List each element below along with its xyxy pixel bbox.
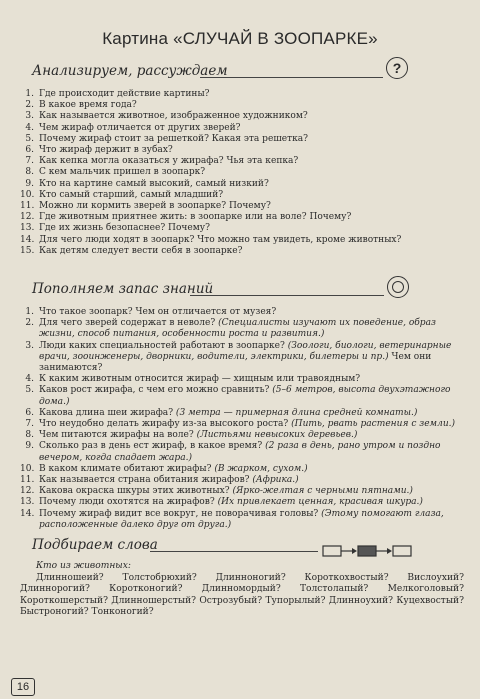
item-number: 3. (25, 111, 34, 122)
answer-text: (3 метра — примерная длина средней комнаты.) (175, 407, 418, 418)
question-text: Какова длина шеи жирафа? (39, 407, 176, 418)
item-number: 9. (25, 441, 34, 452)
item-number: 6. (25, 407, 34, 418)
question-text: Что жираф держит в зубах? (39, 145, 173, 156)
item-number: 11. (20, 201, 35, 212)
list-item (20, 223, 466, 234)
list-item (20, 497, 466, 508)
item-number: 12. (20, 212, 35, 223)
question-text: Для чего люди ходят в зоопарк? Что можно там увидеть, кроме животных? (39, 234, 402, 245)
question-text: В каком климате обитают жирафы? (39, 463, 215, 474)
question-text: Сколько раз в день ест жираф, в какое время? (39, 441, 266, 452)
page-title: Картина «СЛУЧАЙ В ЗООПАРКЕ» (102, 29, 378, 48)
item-number: 9. (25, 178, 34, 189)
item-number: 2. (25, 318, 34, 329)
list-item (20, 179, 466, 190)
question-text: Чем жираф отличается от других зверей? (39, 122, 241, 133)
list-item (20, 430, 466, 441)
question-text: Как детям следует вести себя в зоопарке? (39, 245, 243, 256)
question-body (39, 497, 466, 508)
list-item (20, 374, 466, 385)
item-number: 8. (25, 430, 34, 441)
question-body (39, 374, 466, 385)
question-text: Люди каких специальностей работают в зоопарке? (39, 340, 288, 351)
list-item (20, 100, 466, 111)
word-chain-icon (322, 544, 412, 558)
question-text: С кем мальчик пришел в зоопарк? (39, 167, 206, 178)
question-text: Где животным приятнее жить: в зоопарке или на воле? Почему? (39, 212, 352, 223)
list-item (20, 464, 466, 475)
question-body (39, 307, 466, 318)
list-item (20, 475, 466, 486)
section-divider (150, 551, 318, 552)
question-text: Почему жираф стоит за решеткой? Какая эта решетка? (39, 133, 308, 144)
list-item (20, 201, 466, 212)
section-heading-analysis: Анализируем, рассуждаем (32, 63, 228, 79)
item-number: 1. (25, 307, 34, 317)
item-number: 6. (25, 145, 34, 156)
list-item (20, 145, 466, 156)
list-item (20, 212, 466, 223)
section-heading-knowledge: Пополняем запас знаний (32, 281, 214, 297)
item-number: 15. (20, 245, 35, 256)
list-item (20, 111, 466, 122)
list-item (20, 307, 466, 318)
item-number: 10. (20, 463, 35, 474)
answer-text: (Зоологи, биологи, ветеринарные врачи, зооинженеры, дворники, водители, электрики, билетеры и пр.) (39, 340, 452, 362)
question-text: Что неудобно делать жирафу из-за высокого роста? (39, 419, 292, 430)
question-text: Кто самый старший, самый младший? (39, 189, 224, 200)
list-item (20, 190, 466, 201)
question-body (39, 341, 466, 375)
question-body (39, 408, 466, 419)
list-item (20, 246, 466, 257)
question-text: Как называется страна обитания жирафов? (39, 475, 253, 486)
answer-text: (Листьями невысоких деревьев.) (196, 430, 358, 441)
question-body (39, 318, 466, 340)
item-number: 14. (20, 508, 35, 519)
answer-text: (Африка.) (252, 475, 299, 486)
item-number: 10. (20, 189, 35, 200)
item-number: 13. (20, 223, 35, 234)
question-icon: ? (386, 57, 408, 79)
question-body (39, 486, 466, 497)
answer-text: (Специалисты изучают их поведение, образ жизни, способ питания, особенности роста и развития.) (39, 318, 436, 340)
question-text: Как кепка могла оказаться у жирафа? Чья эта кепка? (39, 156, 299, 167)
question-body (39, 385, 466, 407)
list-item (20, 156, 466, 167)
question-body (39, 441, 466, 463)
list-item (20, 441, 466, 463)
concentric-circles-icon (387, 276, 409, 298)
question-text: Кто на картине самый высокий, самый низкий? (39, 178, 269, 189)
item-number: 12. (20, 486, 35, 497)
answer-text: (Их привлекает ценная, красивая шкура.) (217, 497, 423, 508)
answer-text: (Этому помогают глаза, расположенные далеко друг от друга.) (39, 508, 444, 530)
knowledge-questions (20, 307, 466, 531)
question-text: Чем они занимаются? (39, 351, 432, 374)
list-item (20, 486, 466, 497)
question-text: Где их жизнь безопаснее? Почему? (39, 223, 210, 234)
question-text: Каков рост жирафа, с чем его можно сравнить? (39, 385, 273, 396)
list-item (20, 419, 466, 430)
answer-text: (В жарком, сухом.) (214, 463, 308, 474)
list-item (20, 385, 466, 407)
list-item (20, 509, 466, 531)
item-number: 8. (25, 167, 34, 178)
question-body (39, 419, 466, 430)
question-body (39, 475, 466, 486)
list-item (20, 123, 466, 134)
item-number: 7. (25, 419, 34, 430)
item-number: 1. (25, 89, 34, 99)
answer-text: (Пить, рвать растения с земли.) (291, 419, 456, 430)
question-text: Чем питаются жирафы на воле? (39, 430, 197, 441)
list-item (20, 341, 466, 375)
question-text: Почему жираф видит все вокруг, не поворачивая головы? (39, 508, 322, 519)
question-text: Где происходит действие картины? (39, 89, 210, 99)
item-number: 5. (25, 385, 34, 396)
item-number: 2. (25, 100, 34, 111)
list-item (20, 89, 466, 100)
item-number: 14. (20, 234, 35, 245)
item-number: 13. (20, 497, 35, 508)
question-body (39, 430, 466, 441)
words-list: Длинношеий? Толстобрюхий? Длинноногий? Короткохвостый? Вислоухий? Длиннорогий? Коротконогий? Длинномордый? Толстолапый? Мелкоголовый? Короткошерстый? Длинношерстый? Острозубый? Тупорылый? Длинноухий? Куцехвостый? Быстроногий? Тонконогий? (20, 573, 464, 618)
question-text: Можно ли кормить зверей в зоопарке? Почему? (39, 201, 271, 212)
item-number: 11. (20, 475, 35, 486)
question-text: К каким животным относится жираф — хищным или травоядным? (39, 374, 361, 385)
item-number: 5. (25, 133, 34, 144)
question-text: Почему люди охотятся на жирафов? (39, 497, 218, 508)
analysis-questions (20, 89, 466, 257)
section-heading-words: Подбираем слова (32, 537, 158, 553)
item-number: 4. (25, 374, 34, 385)
item-number: 7. (25, 156, 34, 167)
answer-text: (2 раза в день, рано утром и поздно вечером, когда спадает жара.) (39, 441, 441, 463)
answer-text: (5–6 метров, высота двухэтажного дома.) (39, 385, 451, 407)
list-item (20, 408, 466, 419)
section-divider (200, 77, 383, 78)
words-subheading: Кто из животных: (36, 561, 131, 571)
question-body (39, 464, 466, 475)
list-item (20, 318, 466, 340)
question-body (39, 509, 466, 531)
item-number: 4. (25, 122, 34, 133)
list-item (20, 134, 466, 145)
question-text: Какова окраска шкуры этих животных? (39, 486, 233, 497)
item-number: 3. (25, 340, 34, 351)
list-item (20, 167, 466, 178)
question-text: Для чего зверей содержат в неволе? (39, 318, 219, 329)
section-divider (190, 295, 384, 296)
answer-text: (Ярко-желтая с черными пятнами.) (232, 486, 413, 497)
question-text: В какое время года? (39, 100, 137, 111)
list-item (20, 235, 466, 246)
question-text: Как называется животное, изображенное художником? (39, 111, 308, 122)
page-number: 16 (11, 678, 35, 696)
question-text: Что такое зоопарк? Чем он отличается от музея? (39, 307, 277, 317)
